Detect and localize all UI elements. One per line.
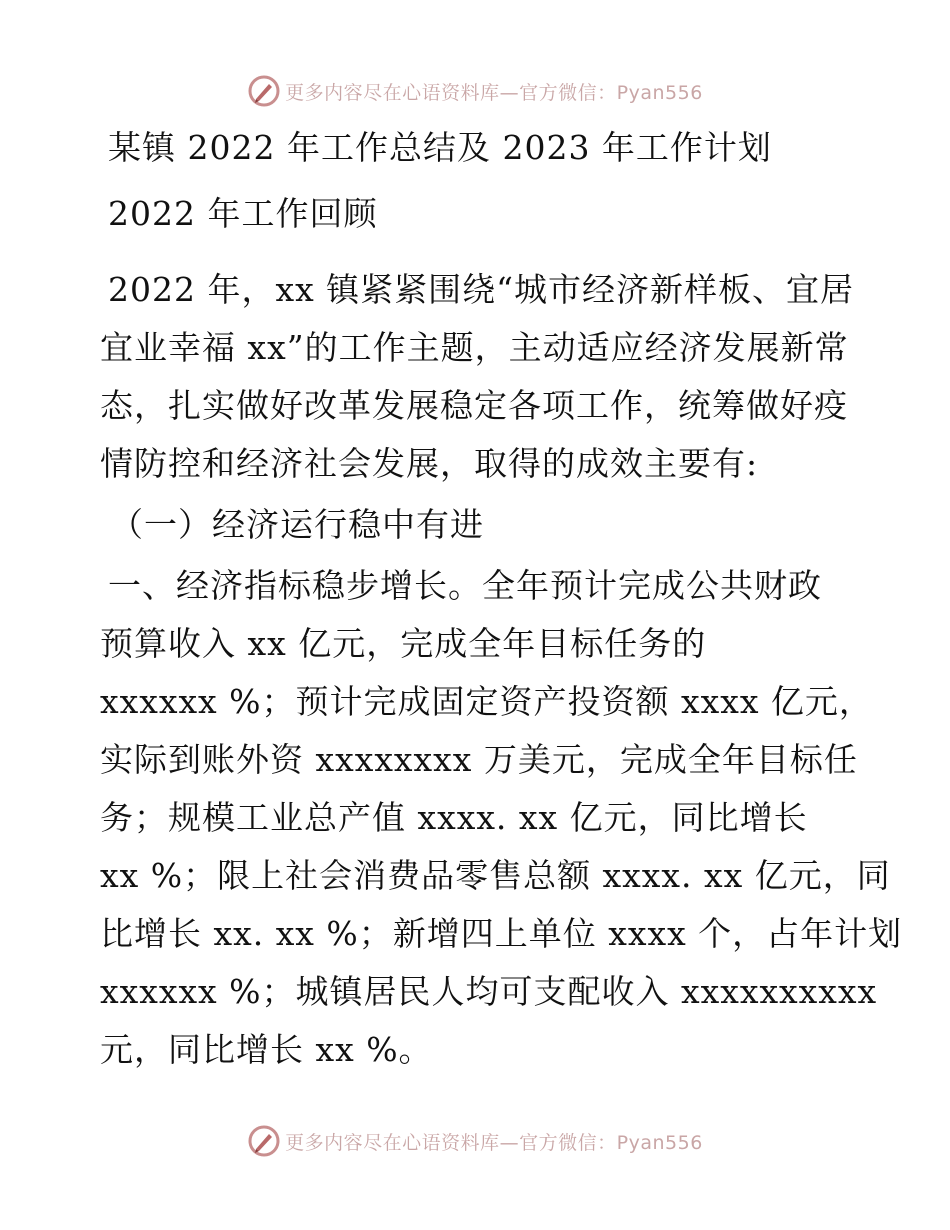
watermark-text: 更多内容尽在心语资料库—官方微信：Pyan556 (285, 1131, 703, 1154)
watermark-text: 更多内容尽在心语资料库—官方微信：Pyan556 (285, 81, 703, 104)
paragraph-line: xxxxxx %；预计完成固定资产投资额 xxxx 亿元， (100, 682, 873, 721)
paragraph-line: 预算收入 xx 亿元，完成全年目标任务的 (100, 624, 707, 663)
paragraph-line: 2022 年，xx 镇紧紧围绕“城市经济新样板、宜居 (108, 270, 855, 309)
paragraph-line: xxxxxx %；城镇居民人均可支配收入 xxxxxxxxxx (100, 972, 878, 1011)
paragraph-line: 宜业幸福 xx”的工作主题，主动适应经济发展新常 (100, 328, 849, 367)
paragraph-line: 情防控和经济社会发展，取得的成效主要有: (100, 444, 759, 483)
subsection-heading: （一）经济运行稳中有进 (110, 505, 484, 544)
pen-logo-icon (247, 74, 281, 108)
paragraph-line: 务；规模工业总产值 xxxx. xx 亿元，同比增长 (100, 798, 808, 837)
paragraph-line: 实际到账外资 xxxxxxxx 万美元，完成全年目标任 (100, 740, 858, 779)
document-title: 某镇 2022 年工作总结及 2023 年工作计划 (108, 128, 772, 167)
section-heading: 2022 年工作回顾 (108, 194, 378, 233)
intro-paragraph (100, 261, 860, 493)
paragraph-line: 一、经济指标稳步增长。全年预计完成公共财政 (108, 566, 822, 605)
watermark-top (0, 74, 950, 108)
paragraph-line: xx %；限上社会消费品零售总额 xxxx. xx 亿元，同 (100, 856, 891, 895)
paragraph-line: 态，扎实做好改革发展稳定各项工作，统筹做好疫 (100, 386, 848, 425)
watermark-bottom (0, 1124, 950, 1158)
paragraph-line: 元，同比增长 xx %。 (100, 1030, 433, 1069)
body-paragraph (100, 557, 903, 1079)
document-body (100, 128, 903, 1079)
paragraph-line: 比增长 xx. xx %；新增四上单位 xxxx 个，占年计划 (100, 914, 903, 953)
pen-logo-icon (247, 1124, 281, 1158)
